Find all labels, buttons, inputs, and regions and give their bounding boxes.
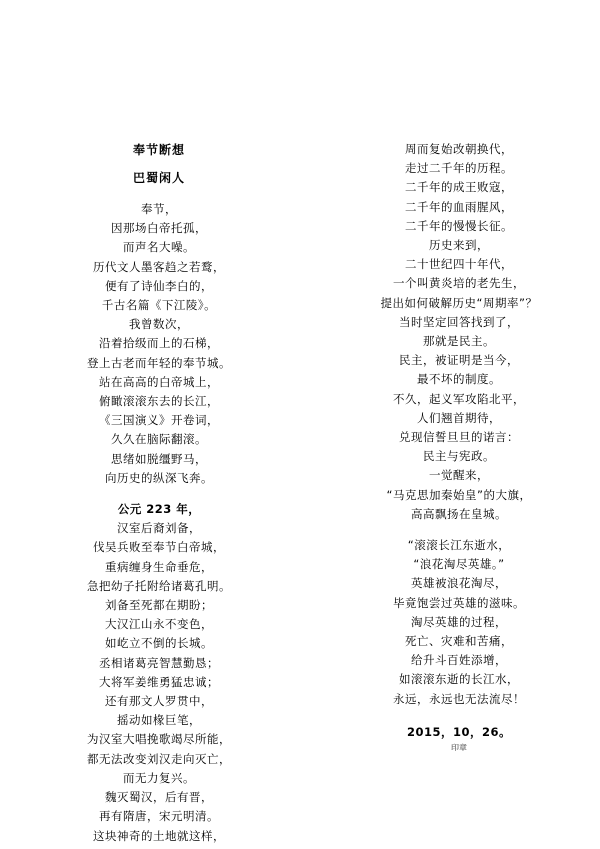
signature-date: 2015，10，26。: [406, 724, 511, 739]
poem-line: 永远，永远也无法流尽！: [393, 691, 525, 706]
poem-line: 当时坚定回答找到了，: [399, 314, 519, 329]
stanza-right-2: [318, 536, 600, 709]
poem-line: 不久，起义军攻陷北平，: [393, 391, 525, 406]
poem-line: 兑现信誓旦旦的诺言：: [399, 430, 519, 445]
poem-line: 思绪如脱缰野马，: [111, 451, 207, 466]
poem-line: 久久在脑际翻滚。: [111, 432, 207, 447]
poem-line: 周而复始改朝换代，: [405, 142, 513, 156]
poem-line: 向历史的纵深飞奔。: [105, 470, 213, 485]
poem-line: 这块神奇的土地就这样，: [93, 828, 225, 843]
right-column: [300, 140, 600, 752]
poem-line: 如屹立不倒的长城。: [105, 636, 213, 651]
poem-line: 汉室后裔刘备，: [117, 521, 201, 536]
poem-line: 而声名大噪。: [123, 240, 195, 255]
stanza-right-1: [318, 140, 600, 524]
poem-line: 千古名篇《下江陵》。: [101, 298, 217, 313]
poem-line: 公元 223 年，: [117, 502, 201, 517]
poem-columns: [0, 140, 600, 846]
poem-line: 而无力复兴。: [123, 770, 195, 785]
poem-line: 我曾数次，: [129, 317, 189, 332]
poem-line: 最不坏的制度。: [417, 372, 501, 387]
poem-line: 《三国演义》开卷词，: [99, 413, 219, 428]
poem-line: 重病缠身生命垂危，: [105, 559, 213, 574]
poem-line: 奉节，: [141, 202, 177, 216]
poem-line: 为汉室大唱挽歌竭尽所能，: [87, 732, 231, 747]
poem-line: 刘备至死都在期盼；: [105, 598, 213, 613]
poem-line: 摇动如椽巨笔，: [117, 713, 201, 728]
poem-line: “马克思加秦始皇”的大旗，: [386, 487, 532, 502]
poem-line: 俯瞰滚滚东去的长江，: [99, 394, 219, 409]
poem-line: 那就是民主。: [423, 334, 495, 349]
poem-line: “滚滚长江东逝水，: [407, 538, 511, 553]
poem-line: 历代文人墨客趋之若鹜，: [93, 259, 225, 274]
poem-line: 一觉醒来，: [429, 468, 489, 483]
poem-line: 便有了诗仙李白的，: [105, 278, 213, 293]
left-column: [0, 140, 300, 846]
seal-text: 印章: [451, 743, 467, 752]
poem-line: 大将军姜维勇猛忠诚；: [99, 674, 219, 689]
poem-line: 民主，被证明是当今，: [399, 353, 519, 368]
poem-line: 高高飘扬在皇城。: [411, 506, 507, 521]
poem-line: 二千年的慢慢长征。: [405, 218, 513, 233]
poem-line: 都无法改变刘汉走向灭亡，: [87, 751, 231, 766]
page-title: 奉节断想: [132, 143, 185, 157]
author-name: 巴蜀闲人: [132, 171, 185, 185]
poem-line: 死亡、灾难和苦痛，: [405, 634, 513, 649]
poem-line: 走过二千年的历程。: [405, 161, 513, 176]
poem-line: 人们翘首期待，: [417, 410, 501, 425]
poem-line: 如滚滚东逝的长江水，: [399, 672, 519, 687]
poem-line: 再有隋唐，宋元明清。: [99, 809, 219, 824]
stanza-left-1: [18, 200, 300, 488]
seal-stamp: [318, 744, 600, 752]
poem-line: 英雄被浪花淘尽，: [411, 576, 507, 591]
poem-line: 站在高高的白帝城上，: [99, 374, 219, 389]
poem-line: 二千年的血雨腥风，: [405, 199, 513, 214]
poem-line: 历史来到，: [429, 238, 489, 253]
poem-line: 伐吴兵败至奉节白帝城，: [93, 540, 225, 555]
poem-line: 还有那文人罗贯中，: [105, 694, 213, 709]
poem-line: 提出如何破解历史“周期率”？: [380, 295, 538, 310]
poem-line: “浪花淘尽英雄。”: [413, 557, 505, 572]
poem-line: 给升斗百姓添增，: [411, 653, 507, 668]
poem-line: 丞相诸葛亮智慧勤恳；: [99, 655, 219, 670]
stanza-left-2: [18, 500, 300, 846]
poem-line: 因那场白帝托孤，: [111, 221, 207, 236]
poem-line: 一个叫黄炎培的老先生，: [393, 276, 525, 291]
poem-line: 登上古老而年轻的奉节城。: [87, 355, 231, 370]
poem-line: 魏灭蜀汉，后有晋，: [105, 790, 213, 805]
poem-line: 淘尽英雄的过程，: [411, 614, 507, 629]
poem-line: 沿着拾级而上的石梯，: [99, 336, 219, 351]
poem-line: 毕竟饱尝过英雄的滋味。: [393, 595, 525, 610]
poem-line: 二十世纪四十年代，: [405, 257, 513, 272]
poem-line: 大汉江山永不变色，: [105, 617, 213, 632]
poem-line: 急把幼子托附给诸葛孔明。: [87, 578, 231, 593]
poem-line: 二千年的成王败寇，: [405, 180, 513, 195]
poem-line: 民主与宪政。: [423, 449, 495, 464]
